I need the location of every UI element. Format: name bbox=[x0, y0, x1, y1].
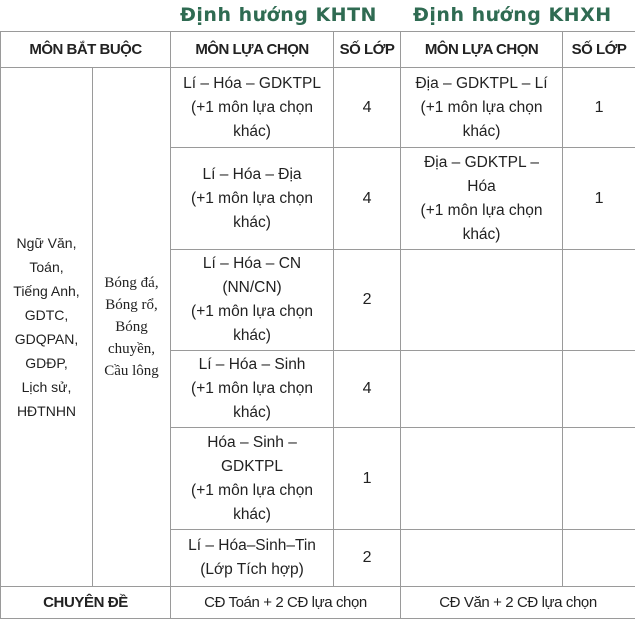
topics-khtn: CĐ Toán + 2 CĐ lựa chọn bbox=[171, 587, 401, 619]
khxh-count: 1 bbox=[563, 148, 635, 250]
khtn-count: 2 bbox=[334, 250, 401, 351]
topics-row bbox=[1, 587, 635, 619]
khtn-combo: Lí – Hóa – GDKTPL (+1 môn lựa chọn khác) bbox=[171, 68, 334, 148]
khxh-count bbox=[563, 428, 635, 530]
khtn-count: 4 bbox=[334, 351, 401, 428]
header-elective-khtn: MÔN LỰA CHỌN bbox=[171, 32, 334, 68]
khtn-combo: Hóa – Sinh – GDKTPL (+1 môn lựa chọn khác) bbox=[171, 428, 334, 530]
khxh-count: 1 bbox=[563, 68, 635, 148]
khtn-count: 1 bbox=[334, 428, 401, 530]
khxh-count bbox=[563, 250, 635, 351]
topics-label: CHUYÊN ĐỀ bbox=[1, 587, 171, 619]
khtn-count: 4 bbox=[334, 68, 401, 148]
khtn-combo: Lí – Hóa – Địa (+1 môn lựa chọn khác) bbox=[171, 148, 334, 250]
header-elective-khxh: MÔN LỰA CHỌN bbox=[401, 32, 563, 68]
khxh-count bbox=[563, 351, 635, 428]
class-structure-table bbox=[0, 31, 635, 619]
khxh-combo bbox=[401, 250, 563, 351]
table-row bbox=[1, 68, 635, 148]
header-row bbox=[1, 32, 635, 68]
khxh-combo: Địa – GDKTPL – Hóa (+1 môn lựa chọn khác) bbox=[401, 148, 563, 250]
khxh-combo bbox=[401, 530, 563, 587]
khtn-combo: Lí – Hóa – CN (NN/CN) (+1 môn lựa chọn khác) bbox=[171, 250, 334, 351]
khtn-count: 2 bbox=[334, 530, 401, 587]
khxh-title: Định hướng KHXH bbox=[413, 4, 612, 26]
khtn-title: Định hướng KHTN bbox=[180, 4, 377, 26]
header-count-khtn: SỐ LỚP bbox=[334, 32, 401, 68]
header-count-khxh: SỐ LỚP bbox=[563, 32, 635, 68]
khxh-combo: Địa – GDKTPL – Lí (+1 môn lựa chọn khác) bbox=[401, 68, 563, 148]
khtn-count: 4 bbox=[334, 148, 401, 250]
khxh-combo bbox=[401, 428, 563, 530]
required-subjects-cell: Ngữ Văn, Toán, Tiếng Anh, GDTC, GDQPAN, GDĐP, Lịch sử, HĐTNHN bbox=[1, 68, 93, 587]
khtn-combo: Lí – Hóa – Sinh (+1 môn lựa chọn khác) bbox=[171, 351, 334, 428]
khxh-combo bbox=[401, 351, 563, 428]
khtn-combo: Lí – Hóa–Sinh–Tin (Lớp Tích hợp) bbox=[171, 530, 334, 587]
khxh-count bbox=[563, 530, 635, 587]
topics-khxh: CĐ Văn + 2 CĐ lựa chọn bbox=[401, 587, 635, 619]
sports-cell: Bóng đá, Bóng rổ, Bóng chuyền, Cầu lông bbox=[93, 68, 171, 587]
header-required: MÔN BẮT BUỘC bbox=[1, 32, 171, 68]
